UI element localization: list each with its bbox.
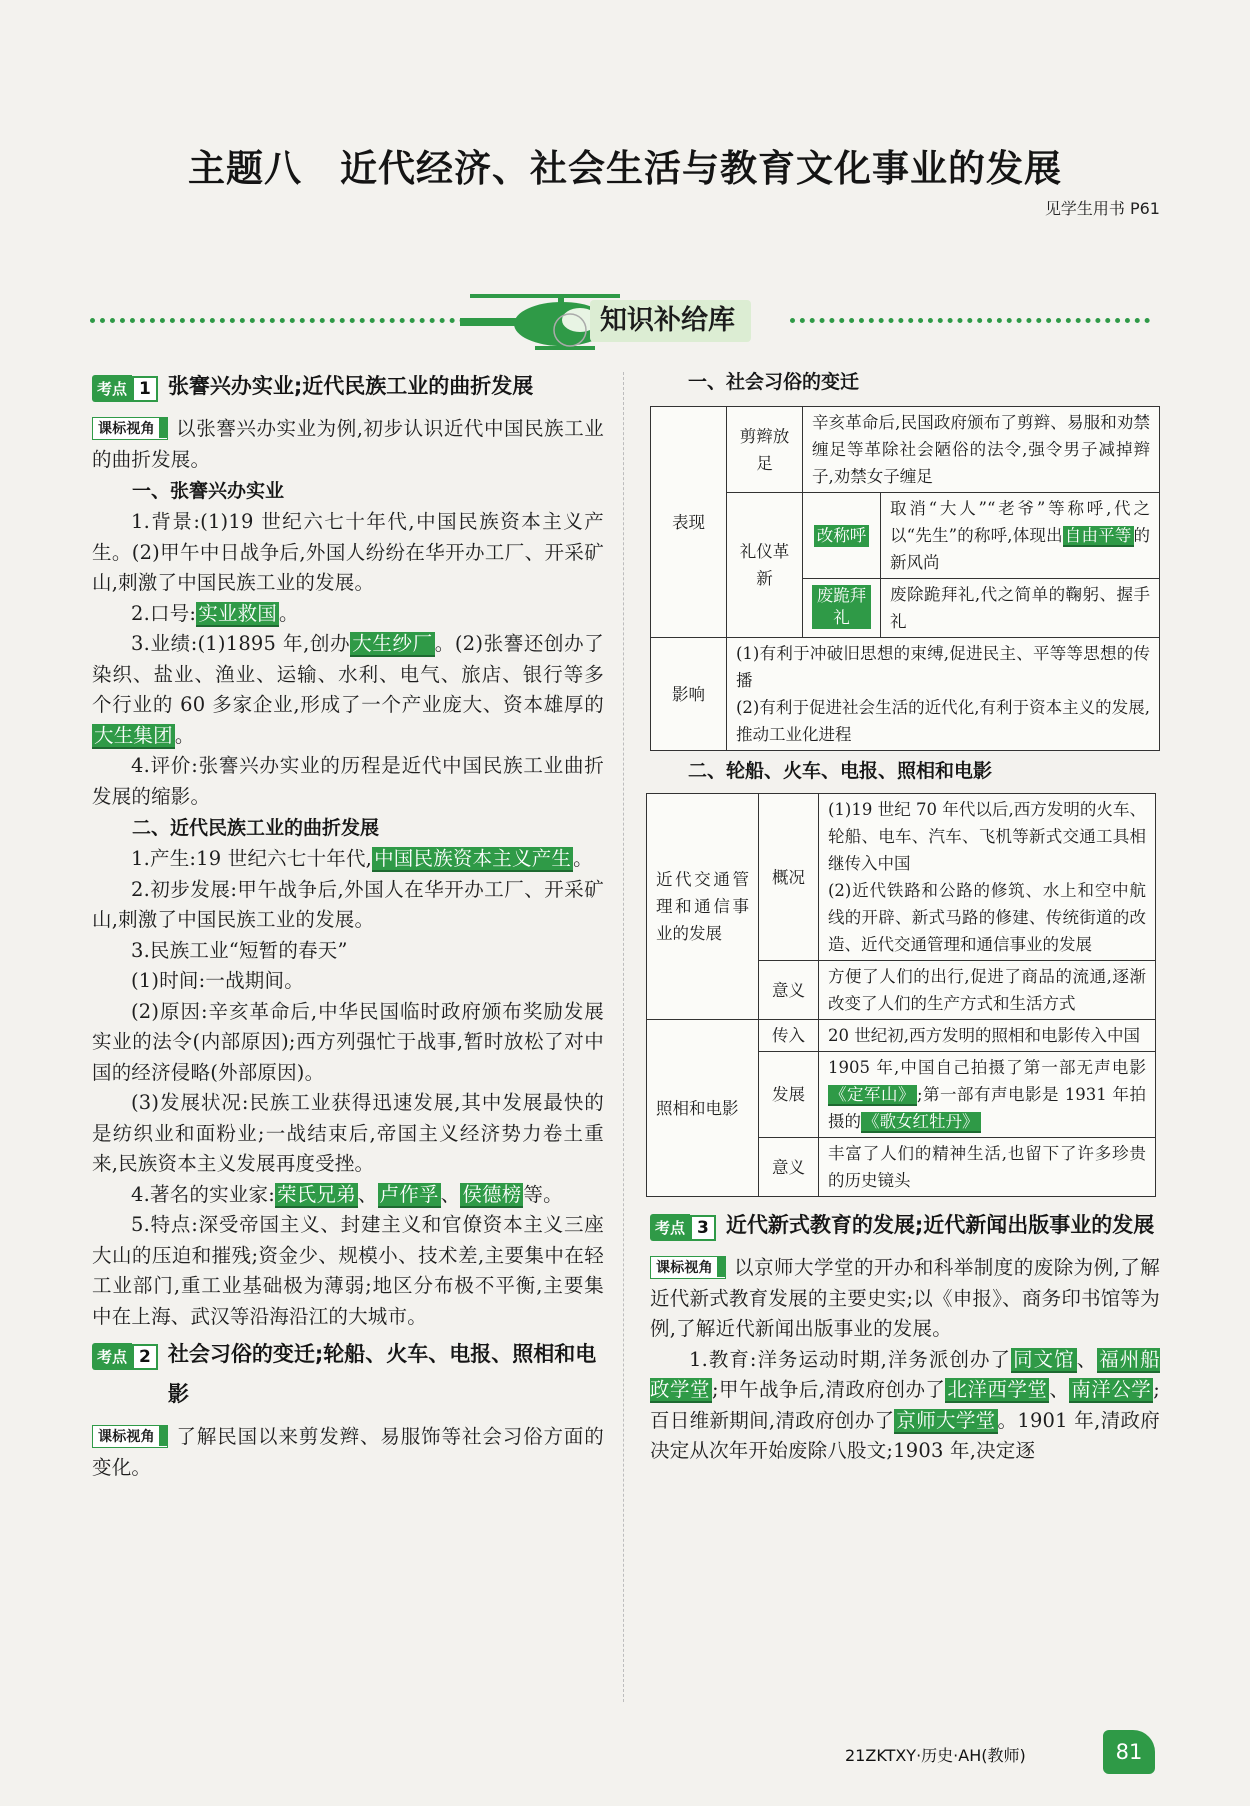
dotted-divider-right <box>790 318 1150 323</box>
curriculum-badge: 课标视角 <box>92 417 168 440</box>
highlight: 实业救国 <box>198 601 277 625</box>
table-cell: 表现 <box>651 407 727 638</box>
highlight: 侯德榜 <box>462 1182 522 1206</box>
highlight: 南洋公学 <box>1071 1378 1152 1401</box>
paragraph: 1.背景:(1)19 世纪六七十年代,中国民族资本主义产生。(2)甲午中日战争后,外国人纷纷在华开办工厂、开采矿山,刺激了中国民族工业的发展。 <box>92 510 604 594</box>
highlight: 北洋西学堂 <box>947 1378 1048 1401</box>
highlight: 改称呼 <box>814 525 870 547</box>
table-cell: 传入 <box>759 1020 819 1052</box>
highlight: 废跪拜礼 <box>812 585 871 629</box>
highlight: 自由平等 <box>1064 526 1132 545</box>
paragraph: 3.业绩:(1)1895 年,创办 大生纱厂 。(2)张謇还创办了染织、盐业、渔业、运输、水利、电气、旅店、银行等多个行业的 60 多家企业,形成了一个产业庞大、资本雄厚的大生集团 。 <box>92 632 604 747</box>
right-column <box>650 372 1160 1467</box>
curriculum-badge: 课标视角 <box>650 1256 726 1279</box>
table-cell: 概况 <box>759 794 819 961</box>
curriculum-badge: 课标视角 <box>92 1425 168 1448</box>
table-cell: 取消“大人”“老爷”等称呼,代之以“先生”的称呼,体现出 自由平等 的新风尚 <box>881 493 1160 579</box>
kaodian-badge: 考点 2 <box>92 1343 158 1370</box>
curriculum-note: 课标视角 以京师大学堂的开办和科举制度的废除为例,了解近代新式教育发展的主要史实;以《申报》、商务印书馆等为例,了解近代新闻出版事业的发展。 <box>650 1256 1160 1340</box>
section-heading: 一、张謇兴办实业 <box>132 480 285 502</box>
table-cell: 剪辫放足 <box>727 407 803 493</box>
kaodian-1-heading <box>92 372 604 406</box>
kaodian-badge: 考点 3 <box>650 1214 716 1241</box>
page-reference: 见学生用书 P61 <box>1044 199 1160 218</box>
table-cell: 照相和电影 <box>647 1020 759 1197</box>
paragraph: 4.评价:张謇兴办实业的历程是近代中国民族工业曲折发展的缩影。 <box>92 754 604 808</box>
table-cell <box>803 579 881 638</box>
table-cell: 20 世纪初,西方发明的照相和电影传入中国 <box>819 1020 1156 1052</box>
table-cell: 近代交通管理和通信事业的发展 <box>647 794 759 1020</box>
book-code: 21ZKTXY·历史·AH(教师) <box>845 1746 1026 1765</box>
table-cell: 废除跪拜礼,代之简单的鞠躬、握手礼 <box>881 579 1160 638</box>
highlight: 中国民族资本主义产生 <box>374 847 572 870</box>
kaodian-3-heading <box>650 1211 1160 1245</box>
paragraph: (2)原因:辛亥革命后,中华民国临时政府颁布奖励发展实业的法令(内部原因);西方列强忙于战事,暂时放松了对中国的经济侵略(外部原因)。 <box>92 999 604 1084</box>
highlight: 大生纱厂 <box>352 632 433 655</box>
kaodian-2-heading <box>92 1340 604 1414</box>
table-cell: 礼仪革新 <box>727 493 803 638</box>
social-custom-table <box>650 406 1160 751</box>
section-heading: 二、近代民族工业的曲折发展 <box>132 817 380 839</box>
kaodian-badge: 考点 1 <box>92 375 158 402</box>
section-banner <box>90 300 1150 340</box>
highlight: 《歌女红牡丹》 <box>863 1112 979 1131</box>
table-cell: (1)有利于冲破旧思想的束缚,促进民主、平等等思想的传播 (2)有利于促进社会生活的近代化,有利于资本主义的发展,推动工业化进程 <box>727 638 1160 751</box>
table-cell: (1)19 世纪 70 年代以后,西方发明的火车、轮船、电车、汽车、飞机等新式交通工具相继传入中国 (2)近代铁路和公路的修筑、水上和空中航线的开辟、新式马路的修建、传统街道的改造、近代交通管理和通信事业的发展 <box>819 794 1156 961</box>
table-cell: 影响 <box>651 638 727 751</box>
table-cell: 方便了人们的出行,促进了商品的流通,逐渐改变了人们的生产方式和生活方式 <box>819 961 1156 1020</box>
highlight: 荣氏兄弟 <box>276 1182 356 1206</box>
page-number: 81 <box>1103 1730 1155 1774</box>
section-heading: 二、轮船、火车、电报、照相和电影 <box>688 760 993 782</box>
banner-title: 知识补给库 <box>590 300 751 342</box>
highlight: 大生集团 <box>94 723 173 747</box>
left-column <box>92 372 604 1483</box>
paragraph: 1.产生:19 世纪六七十年代, 中国民族资本主义产生 。 <box>131 847 593 870</box>
table-cell: 发展 <box>759 1052 819 1138</box>
kaodian-title: 社会习俗的变迁;轮船、火车、电报、照相和电影 <box>167 1342 597 1406</box>
page-title: 主题八 近代经济、社会生活与教育文化事业的发展 <box>188 147 1062 190</box>
transport-media-table <box>646 793 1156 1197</box>
table-cell: 丰富了人们的精神生活,也留下了许多珍贵的历史镜头 <box>819 1138 1156 1197</box>
column-divider <box>623 372 624 1702</box>
highlight: 福州船政学堂 <box>650 1347 1160 1401</box>
kaodian-title: 张謇兴办实业;近代民族工业的曲折发展 <box>167 374 534 398</box>
table-cell: 意义 <box>759 1138 819 1197</box>
dotted-divider-left <box>90 318 465 323</box>
paragraph: 2.口号: 实业救国 。 <box>131 601 299 625</box>
highlight: 同文馆 <box>1013 1347 1075 1371</box>
paragraph: 4.著名的实业家: 荣氏兄弟 、 卢作孚 、 侯德榜 等。 <box>131 1182 563 1206</box>
paragraph: (3)发展状况:民族工业获得迅速发展,其中发展最快的是纺织业和面粉业;一战结束后,帝国主义经济势力卷土重来,民族资本主义发展再度受挫。 <box>92 1091 604 1175</box>
curriculum-note: 课标视角 以张謇兴办实业为例,初步认识近代中国民族工业的曲折发展。 <box>92 417 604 471</box>
paragraph: 1.教育:洋务运动时期,洋务派创办了 同文馆 、 福州船政学堂 ;甲午战争后,清政府创办了 北洋西学堂 、 南洋公学 ;百日维新期间,清政府创办了 京师大学堂 。1901 年,清政府决定从次年开始废除八股文;1903 年,决定逐 <box>650 1347 1160 1462</box>
highlight: 京师大学堂 <box>896 1408 996 1432</box>
section-heading: 一、社会习俗的变迁 <box>688 371 860 393</box>
paragraph: 5.特点:深受帝国主义、封建主义和官僚资本主义三座大山的压迫和摧残;资金少、规模小、技术差,主要集中在轻工业部门,重工业基础极为薄弱;地区分布极不平衡,主要集中在上海、武汉等沿海沿江的大城市。 <box>92 1213 604 1328</box>
paragraph: 2.初步发展:甲午战争后,外国人在华开办工厂、开采矿山,刺激了中国民族工业的发展。 <box>92 877 604 931</box>
highlight: 《定军山》 <box>830 1085 915 1104</box>
kaodian-title: 近代新式教育的发展;近代新闻出版事业的发展 <box>725 1213 1155 1237</box>
curriculum-note: 课标视角 了解民国以来剪发辫、易服饰等社会习俗方面的变化。 <box>92 1425 604 1479</box>
paragraph: 3.民族工业“短暂的春天” <box>131 938 348 962</box>
table-cell: 辛亥革命后,民国政府颁布了剪辫、易服和劝禁缠足等革除社会陋俗的法令,强令男子减掉辫子,劝禁女子缠足 <box>803 407 1160 493</box>
table-cell <box>803 493 881 579</box>
highlight: 卢作孚 <box>379 1182 439 1206</box>
table-cell: 意义 <box>759 961 819 1020</box>
paragraph: (1)时间:一战期间。 <box>131 969 304 992</box>
table-cell: 1905 年,中国自己拍摄了第一部无声电影《定军山》 ;第一部有声电影是 1931 年拍摄的 《歌女红牡丹》 <box>819 1052 1156 1138</box>
